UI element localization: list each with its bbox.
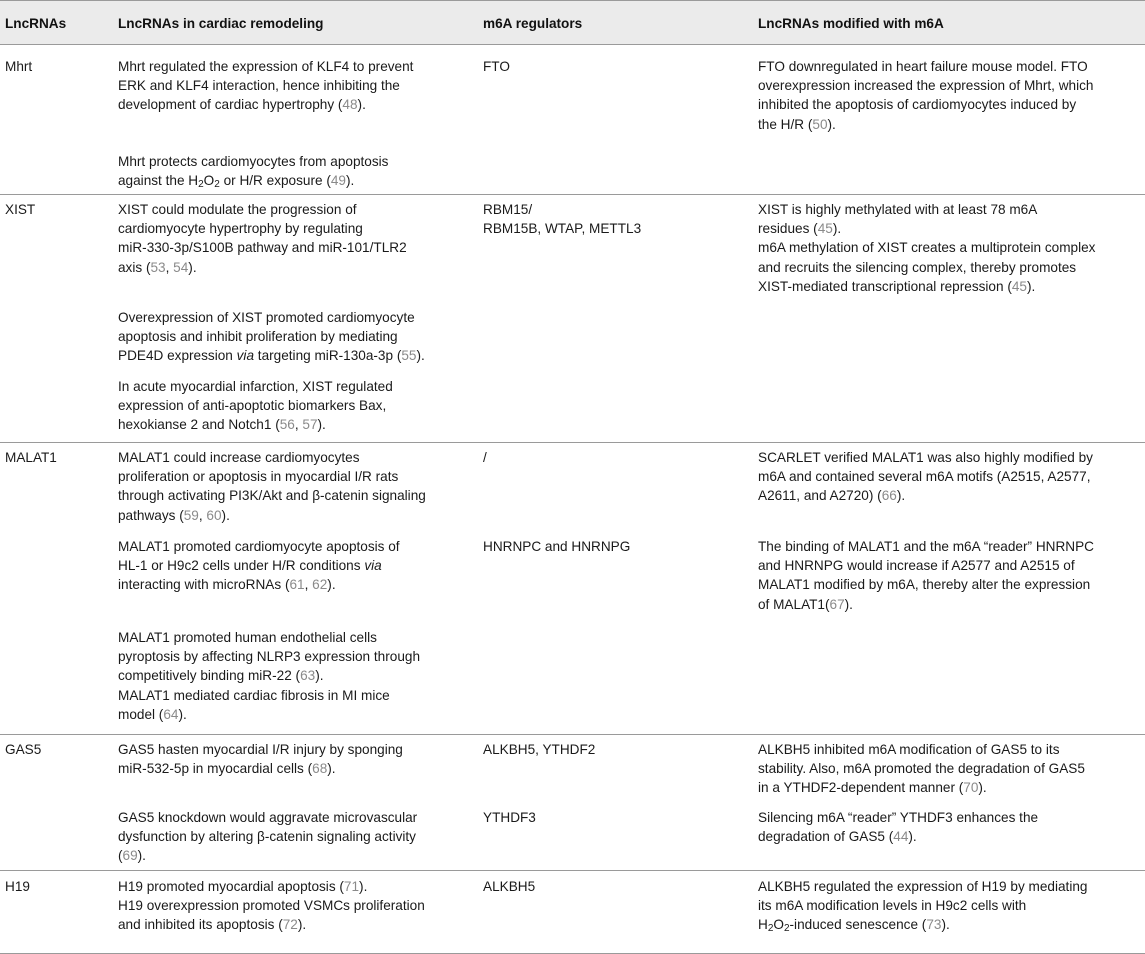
text-line: FTO [483, 59, 510, 74]
reference-link[interactable]: 66 [881, 488, 897, 504]
remodeling-text [118, 200, 407, 277]
text-line: XIST is highly methylated with at least 78 m6A [758, 202, 1038, 217]
text-line: residues (45). [758, 221, 842, 237]
italic-text: via [364, 558, 382, 574]
table-top-rule [0, 0, 1145, 1]
reference-link[interactable]: 48 [342, 97, 358, 113]
text-line: MALAT1 could increase cardiomyocytes [118, 450, 360, 465]
reference-link[interactable]: 72 [282, 917, 298, 933]
reference-link[interactable]: 67 [829, 596, 845, 612]
remodeling-text [118, 877, 425, 935]
subscript: 2 [198, 179, 204, 191]
text-line: through activating PI3K/Akt and β-catenin signaling [118, 488, 426, 504]
text-line: A2611, and A2720) (66). [758, 488, 906, 504]
remodeling-text [118, 808, 417, 866]
m6a-modification-text [758, 537, 1094, 614]
lncrna-name: GAS5 [5, 742, 42, 757]
text-line: Mhrt protects cardiomyocytes from apoptosis [118, 154, 389, 169]
reference-link[interactable]: 60 [206, 507, 222, 523]
reference-link[interactable]: 50 [812, 116, 828, 132]
lncrna-name: H19 [5, 879, 30, 894]
table-header-row [0, 0, 1145, 44]
text-line: $H_2O_2$-induced senescence (73). [758, 917, 950, 935]
m6a-regulator-text [483, 808, 536, 827]
text-line: (69). [118, 848, 146, 864]
text-line: cardiomyocyte hypertrophy by regulating [118, 221, 363, 237]
header-lncrnas: LncRNAs [5, 16, 67, 31]
text-line: H19 overexpression promoted VSMCs proliferation [118, 898, 425, 914]
text-line: / [483, 450, 487, 465]
text-line: the H/R (50). [758, 116, 836, 132]
reference-link[interactable]: 45 [817, 221, 833, 237]
reference-link[interactable]: 45 [1011, 278, 1027, 294]
text-line: YTHDF3 [483, 810, 536, 825]
text-line: SCARLET verified MALAT1 was also highly modified by [758, 450, 1093, 465]
remodeling-text [118, 308, 425, 366]
text-line: model (64). [118, 706, 187, 722]
text-line: GAS5 hasten myocardial I/R injury by sponging [118, 742, 403, 757]
text-line: Mhrt regulated the expression of KLF4 to prevent [118, 59, 414, 74]
reference-link[interactable]: 49 [330, 173, 346, 189]
text-line: Silencing m6A “reader” YTHDF3 enhances the [758, 810, 1039, 825]
reference-link[interactable]: 62 [312, 577, 328, 593]
text-line: FTO downregulated in heart failure mouse model. FTO [758, 59, 1088, 74]
text-line: ALKBH5 inhibited m6A modification of GAS5 to its [758, 742, 1060, 757]
remodeling-text [118, 628, 420, 724]
row-divider [0, 442, 1145, 443]
m6a-modification-text [758, 808, 1038, 846]
text-line: GAS5 knockdown would aggravate microvascular [118, 810, 418, 825]
reference-link[interactable]: 70 [963, 780, 979, 796]
text-line: PDE4D expression via targeting miR-130a-3p (55). [118, 348, 425, 364]
m6a-modification-text [758, 740, 1085, 798]
text-line: MALAT1 promoted cardiomyocyte apoptosis of [118, 539, 400, 554]
reference-link[interactable]: 53 [150, 259, 166, 275]
m6a-modification-text [758, 448, 1093, 506]
m6a-modification-text [758, 57, 1093, 134]
text-line: RBM15B, WTAP, METTL3 [483, 221, 642, 237]
text-line: in a YTHDF2-dependent manner (70). [758, 780, 987, 796]
header-m6a-regulators: m6A regulators [483, 16, 583, 31]
subscript: 2 [767, 923, 774, 935]
text-line: dysfunction by altering β-catenin signaling activity [118, 829, 416, 845]
lncrna-name: MALAT1 [5, 450, 57, 465]
row-divider [0, 734, 1145, 735]
reference-link[interactable]: 64 [163, 706, 179, 722]
text-line: axis (53, 54). [118, 259, 197, 275]
reference-link[interactable]: 56 [279, 417, 295, 433]
text-line: ERK and KLF4 interaction, hence inhibiting the [118, 78, 400, 94]
text-line: and HNRNPG would increase if A2577 and A2515 of [758, 558, 1075, 574]
m6a-modification-text [758, 877, 1087, 935]
text-line: interacting with microRNAs (61, 62). [118, 577, 336, 593]
remodeling-text [118, 740, 403, 778]
text-line: and inhibited its apoptosis (72). [118, 917, 307, 933]
text-line: XIST-mediated transcriptional repression (45). [758, 278, 1036, 294]
text-line: hexokianse 2 and Notch1 (56, 57). [118, 417, 326, 433]
m6a-regulator-text [483, 740, 595, 759]
m6a-modification-text [758, 200, 1095, 296]
italic-text: via [236, 348, 255, 364]
text-line: m6A methylation of XIST creates a multiprotein complex [758, 240, 1096, 256]
reference-link[interactable]: 44 [893, 829, 909, 845]
m6a-regulator-text [483, 200, 641, 238]
text-line: In acute myocardial infarction, XIST regulated [118, 379, 393, 394]
text-line: stability. Also, m6A promoted the degradation of GAS5 [758, 761, 1085, 777]
text-line: H19 promoted myocardial apoptosis (71). [118, 879, 368, 894]
text-line: its m6A modification levels in H9c2 cells with [758, 898, 1027, 914]
row-divider [0, 194, 1145, 195]
reference-link[interactable]: 69 [122, 848, 138, 864]
text-line: MALAT1 modified by m6A, thereby alter the expression [758, 577, 1091, 593]
remodeling-text [118, 448, 426, 525]
header-cardiac-remodeling: LncRNAs in cardiac remodeling [118, 16, 324, 31]
text-line: competitively binding miR-22 (63). [118, 668, 324, 684]
reference-link[interactable]: 63 [300, 668, 316, 684]
header-bottom-rule [0, 44, 1145, 45]
lncrna-name: XIST [5, 202, 36, 217]
text-line: miR-330-3p/S100B pathway and miR-101/TLR2 [118, 240, 407, 256]
text-line: ALKBH5, YTHDF2 [483, 742, 596, 757]
remodeling-text [118, 152, 388, 190]
text-line: proliferation or apoptosis in myocardial I/R rats [118, 469, 399, 485]
header-modified-with-m6a: LncRNAs modified with m6A [758, 16, 944, 31]
reference-link[interactable]: 57 [302, 417, 318, 433]
reference-link[interactable]: 68 [312, 761, 328, 777]
reference-link[interactable]: 71 [343, 879, 360, 894]
text-line: pathways (59, 60). [118, 507, 230, 523]
remodeling-text [118, 377, 393, 435]
subscript: 2 [783, 923, 790, 935]
reference-link[interactable]: 55 [401, 348, 417, 364]
m6a-regulator-text [483, 877, 535, 896]
text-line: overexpression increased the expression of Mhrt, which [758, 78, 1094, 94]
text-line: MALAT1 mediated cardiac fibrosis in MI mice [118, 687, 390, 703]
text-line: degradation of GAS5 (44). [758, 829, 917, 845]
text-line: development of cardiac hypertrophy (48). [118, 97, 366, 113]
text-line: Overexpression of XIST promoted cardiomyocyte [118, 310, 415, 325]
reference-link[interactable]: 54 [173, 259, 189, 275]
text-line: of MALAT1(67). [758, 596, 853, 612]
text-line: HL-1 or H9c2 cells under H/R conditions via [118, 558, 382, 574]
remodeling-text [118, 537, 400, 595]
row-divider [0, 870, 1145, 871]
reference-link[interactable]: 61 [289, 577, 305, 593]
text-line: pyroptosis by affecting NLRP3 expression through [118, 649, 421, 665]
lncrna-name: Mhrt [5, 59, 33, 74]
m6a-regulator-text [483, 57, 510, 76]
text-line: The binding of MALAT1 and the m6A “reader” HNRNPC [758, 539, 1094, 554]
text-line: XIST could modulate the progression of [118, 202, 357, 217]
text-line: ALKBH5 [483, 879, 536, 894]
text-line: and recruits the silencing complex, thereby promotes [758, 259, 1077, 275]
text-line: MALAT1 promoted human endothelial cells [118, 630, 377, 645]
remodeling-text [118, 57, 413, 115]
reference-link[interactable]: 59 [183, 507, 199, 523]
text-line: RBM15/ [483, 202, 533, 217]
text-line: inhibited the apoptosis of cardiomyocytes induced by [758, 97, 1077, 113]
text-line: expression of anti-apoptotic biomarkers Bax, [118, 398, 387, 414]
text-line: against the $H_2O_2$ or H/R exposure (49). [118, 173, 355, 191]
m6a-regulator-text [483, 537, 630, 556]
text-line: HNRNPC and HNRNPG [483, 539, 631, 554]
text-line: ALKBH5 regulated the expression of H19 by mediating [758, 879, 1088, 894]
text-line: m6A and contained several m6A motifs (A2515, A2577, [758, 469, 1091, 485]
reference-link[interactable]: 73 [926, 917, 942, 933]
m6a-regulator-text [483, 448, 487, 467]
subscript: 2 [214, 179, 220, 191]
text-line: miR-532-5p in myocardial cells (68). [118, 761, 336, 777]
text-line: apoptosis and inhibit proliferation by mediating [118, 329, 398, 345]
